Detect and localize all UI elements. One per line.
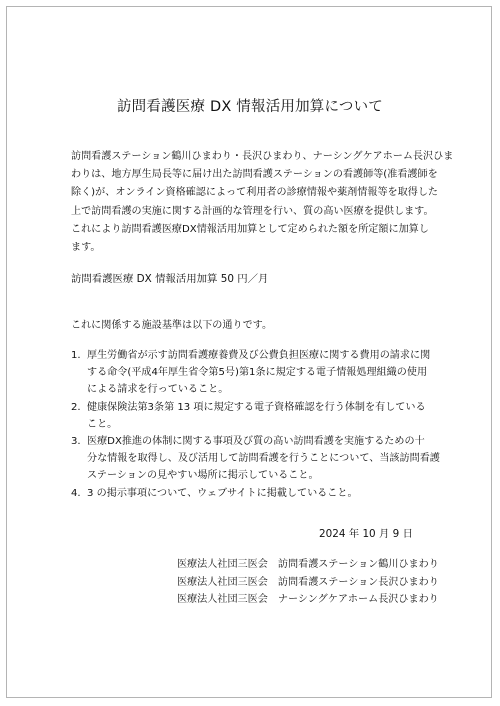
item-line: こと。 bbox=[87, 418, 118, 430]
item-line: による請求を行っていること。 bbox=[87, 384, 229, 396]
paragraph-line: わりは、地方厚生局長等に届け出た訪問看護ステーションの看護師等(准看護師を bbox=[71, 169, 438, 181]
list-item bbox=[71, 399, 451, 433]
item-line: ステーションの見やすい場所に掲示していること。 bbox=[87, 470, 319, 482]
signature-line: 医療法人社団三医会 ナーシングケアホーム長沢ひまわり bbox=[177, 594, 439, 605]
item-line: 3 の掲示事項について、ウェブサイトに掲載していること。 bbox=[87, 487, 358, 499]
document-page bbox=[6, 6, 492, 698]
description-paragraph bbox=[71, 148, 454, 257]
paragraph-line: 上で訪問看護の実施に関する計画的な管理を行い、質の高い医療を提供します。 bbox=[71, 205, 434, 217]
document-date: 2024 年 10 月 9 日 bbox=[319, 528, 413, 540]
standards-intro: これに関係する施設基準は以下の通りです。 bbox=[71, 320, 273, 331]
item-number: 4. bbox=[71, 487, 81, 499]
paragraph-line: 除く)が、オンライン資格確認によって利用者の診療情報や薬剤情報等を取得した bbox=[71, 187, 439, 199]
list-item bbox=[71, 433, 451, 485]
item-number: 1. bbox=[71, 350, 81, 361]
paragraph-line: これにより訪問看護医療DX情報活用加算として定められた額を所定額に加算し bbox=[71, 223, 429, 235]
list-item bbox=[71, 347, 451, 399]
fee-line: 訪問看護医療 DX 情報活用加算 50 円／月 bbox=[71, 273, 269, 285]
item-number: 3. bbox=[71, 436, 81, 448]
list-item bbox=[71, 485, 451, 502]
signature-line: 医療法人社団三医会 訪問看護ステーション長沢ひまわり bbox=[177, 576, 439, 588]
signature-block bbox=[177, 556, 439, 609]
item-number: 2. bbox=[71, 401, 81, 413]
standards-list bbox=[71, 347, 451, 502]
signature-line: 医療法人社団三医会 訪問看護ステーション鶴川ひまわり bbox=[177, 559, 439, 570]
paragraph-line: ます。 bbox=[71, 242, 101, 254]
item-line: 分な情報を取得し、及び活用して訪問看護を行うことについて、当該訪問看護 bbox=[87, 453, 440, 465]
item-line: する命令(平成4年厚生省令第5号)第1条に規定する電子情報処理組織の使用 bbox=[87, 367, 428, 379]
item-line: 厚生労働省が示す訪問看護療養費及び公費負担医療に関する費用の請求に関 bbox=[87, 350, 431, 361]
document-title: 訪問看護医療 DX 情報活用加算について bbox=[116, 99, 384, 115]
paragraph-line: 訪問看護ステーション鶴川ひまわり・長沢ひまわり、ナーシングケアホーム長沢ひま bbox=[71, 151, 454, 162]
item-line: 医療DX推進の体制に関する事項及び質の高い訪問看護を実施するための十 bbox=[87, 436, 425, 448]
item-line: 健康保険法第3条第 13 項に規定する電子資格確認を行う体制を有している bbox=[87, 401, 426, 413]
